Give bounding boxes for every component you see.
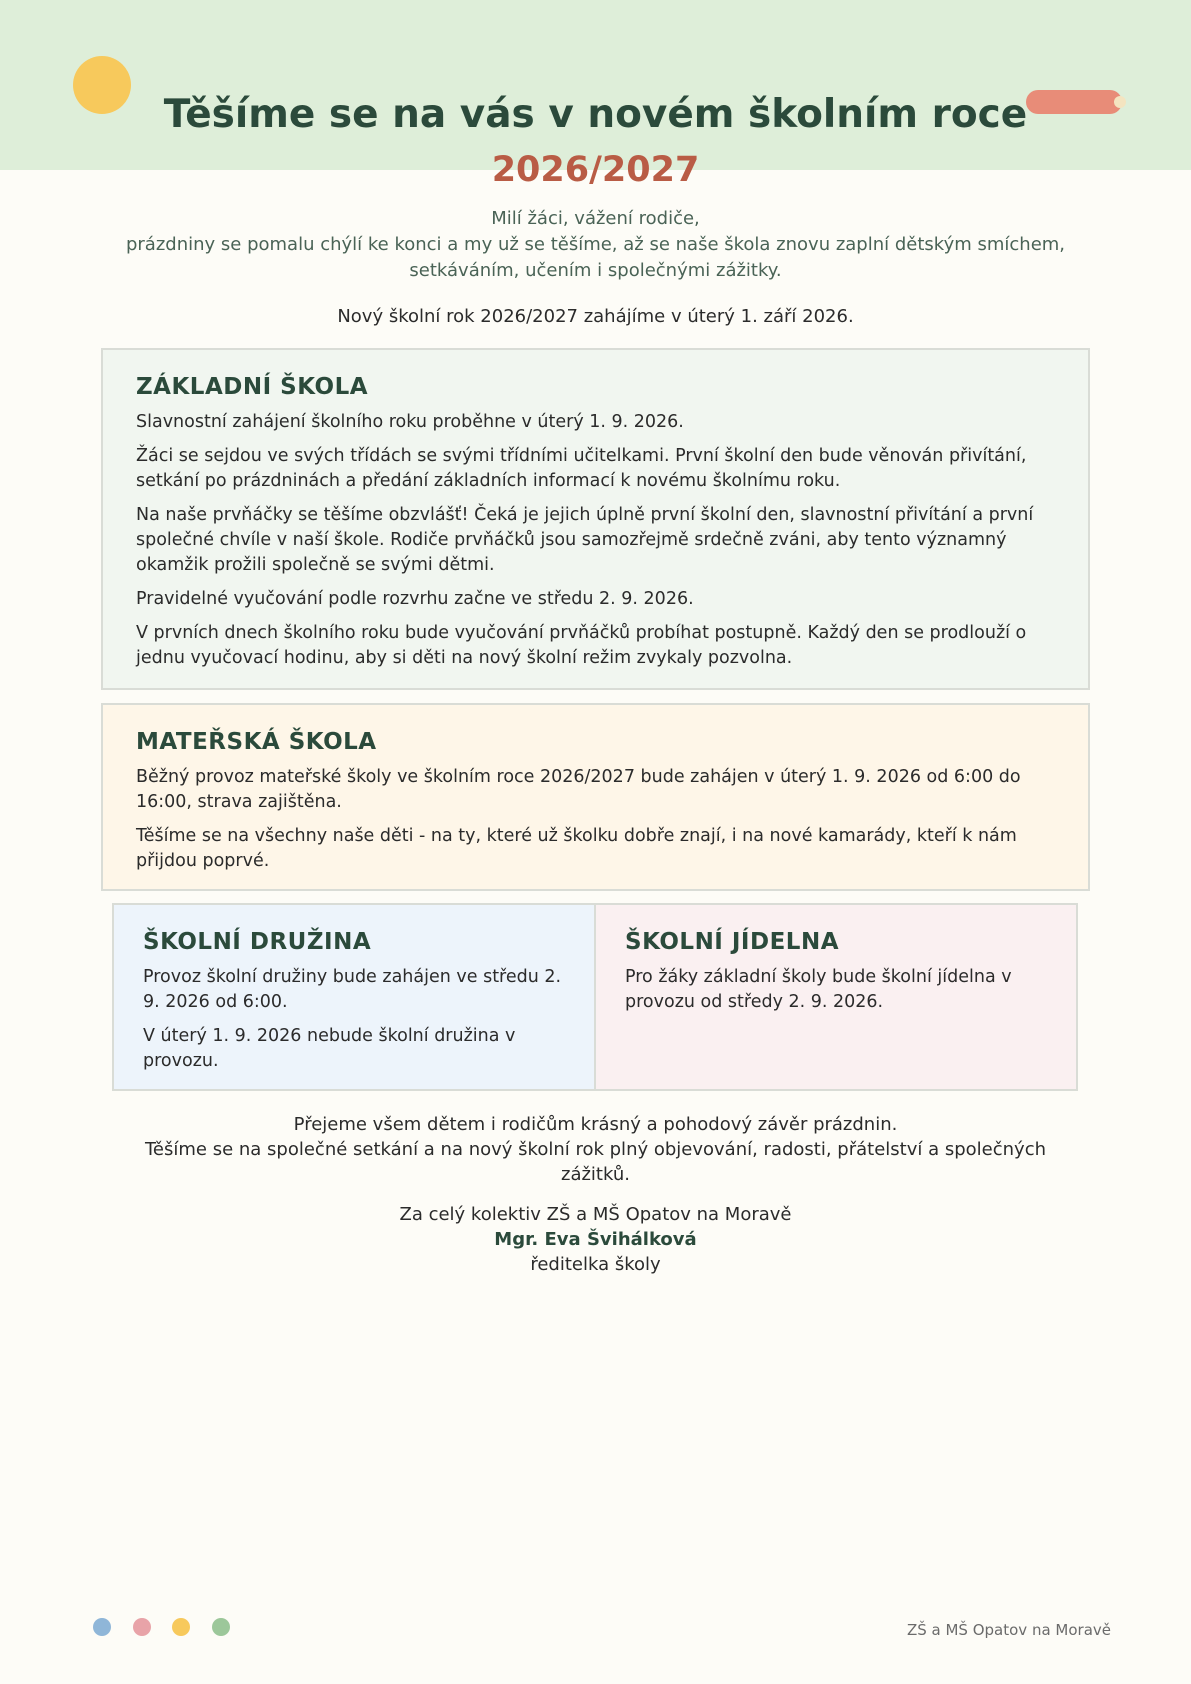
section-materska-skola bbox=[101, 703, 1090, 891]
school-year: 2026/2027 bbox=[491, 150, 700, 190]
section-heading: ŠKOLNÍ DRUŽINA bbox=[143, 929, 372, 955]
section-paragraph: Běžný provoz mateřské školy ve školním roce 2026/2027 bude zahájen v úterý 1. 9. 2026 od 6:00 do 16:00, strava zajištěna. bbox=[136, 767, 1021, 812]
closing-line: Přejeme všem dětem i rodičům krásný a pohodový závěr prázdnin. bbox=[293, 1114, 898, 1135]
signature-role: ředitelka školy bbox=[530, 1254, 661, 1275]
closing-line: Těšíme se na společné setkání a na nový školní rok plný objevování, radosti, přátelství a společných zážitků. bbox=[144, 1139, 1047, 1185]
intro-text bbox=[120, 206, 1071, 284]
footer-dot-icon bbox=[133, 1618, 151, 1636]
signature-name: Mgr. Eva Švihálková bbox=[494, 1229, 697, 1250]
signature-block bbox=[0, 1202, 1191, 1277]
section-skolni-druzina bbox=[112, 903, 596, 1091]
section-paragraph: Pravidelné vyučování podle rozvrhu začne ve středu 2. 9. 2026. bbox=[136, 589, 694, 609]
section-paragraph: Těšíme se na všechny naše děti - na ty, které už školku dobře znají, i na nové kamarády, kteří k nám přijdou poprvé. bbox=[136, 826, 1017, 871]
signature-collective: Za celý kolektiv ZŠ a MŠ Opatov na Moravě bbox=[399, 1204, 792, 1225]
intro-paragraph: prázdniny se pomalu chýlí ke konci a my už se těšíme, až se naše škola znovu zaplní dětským smíchem, setkáváním, učením i společnými zážitky. bbox=[125, 234, 1066, 281]
page-title: Těšíme se na vás v novém školním roce bbox=[163, 92, 1028, 137]
section-heading: MATEŘSKÁ ŠKOLA bbox=[136, 729, 377, 755]
section-paragraph: Žáci se sejdou ve svých třídách se svými třídními učitelkami. První školní den bude věnován přivítání, setkání po prázdninách a předání základních informací k novému školnímu roku. bbox=[136, 446, 1027, 491]
school-start-date: Nový školní rok 2026/2027 zahájíme v úterý 1. září 2026. bbox=[337, 306, 854, 327]
closing-text bbox=[120, 1112, 1071, 1187]
section-heading: ŠKOLNÍ JÍDELNA bbox=[625, 929, 839, 955]
section-paragraph: Slavnostní zahájení školního roku proběhne v úterý 1. 9. 2026. bbox=[136, 412, 684, 432]
section-paragraph: Provoz školní družiny bude zahájen ve středu 2. 9. 2026 od 6:00. bbox=[143, 967, 562, 1012]
section-zakladni-skola bbox=[101, 348, 1090, 690]
footer-dot-icon bbox=[93, 1618, 111, 1636]
section-paragraph: V prvních dnech školního roku bude vyučování prvňáčků probíhat postupně. Každý den se prodlouží o jednu vyučovací hodinu, aby si děti na nový školní režim zvykaly pozvolna. bbox=[136, 623, 1027, 668]
greeting: Milí žáci, vážení rodiče, bbox=[491, 208, 700, 229]
footer-school-name: ZŠ a MŠ Opatov na Moravě bbox=[906, 1621, 1111, 1639]
section-paragraph: Na naše prvňáčky se těšíme obzvlášť! Čeká je jejich úplně první školní den, slavnostní přivítání a první společné chvíle v naší škole. Rodiče prvňáčků jsou samozřejmě srdečně zváni, aby tento významný okamžik prožili společně se svými dětmi. bbox=[136, 505, 1034, 575]
header-band bbox=[0, 0, 1191, 170]
section-paragraph: V úterý 1. 9. 2026 nebude školní družina v provozu. bbox=[143, 1026, 516, 1071]
footer-dot-icon bbox=[212, 1618, 230, 1636]
footer-dot-icon bbox=[172, 1618, 190, 1636]
section-heading: ZÁKLADNÍ ŠKOLA bbox=[136, 374, 369, 400]
section-skolni-jidelna bbox=[594, 903, 1078, 1091]
section-paragraph: Pro žáky základní školy bude školní jídelna v provozu od středy 2. 9. 2026. bbox=[625, 967, 1012, 1012]
